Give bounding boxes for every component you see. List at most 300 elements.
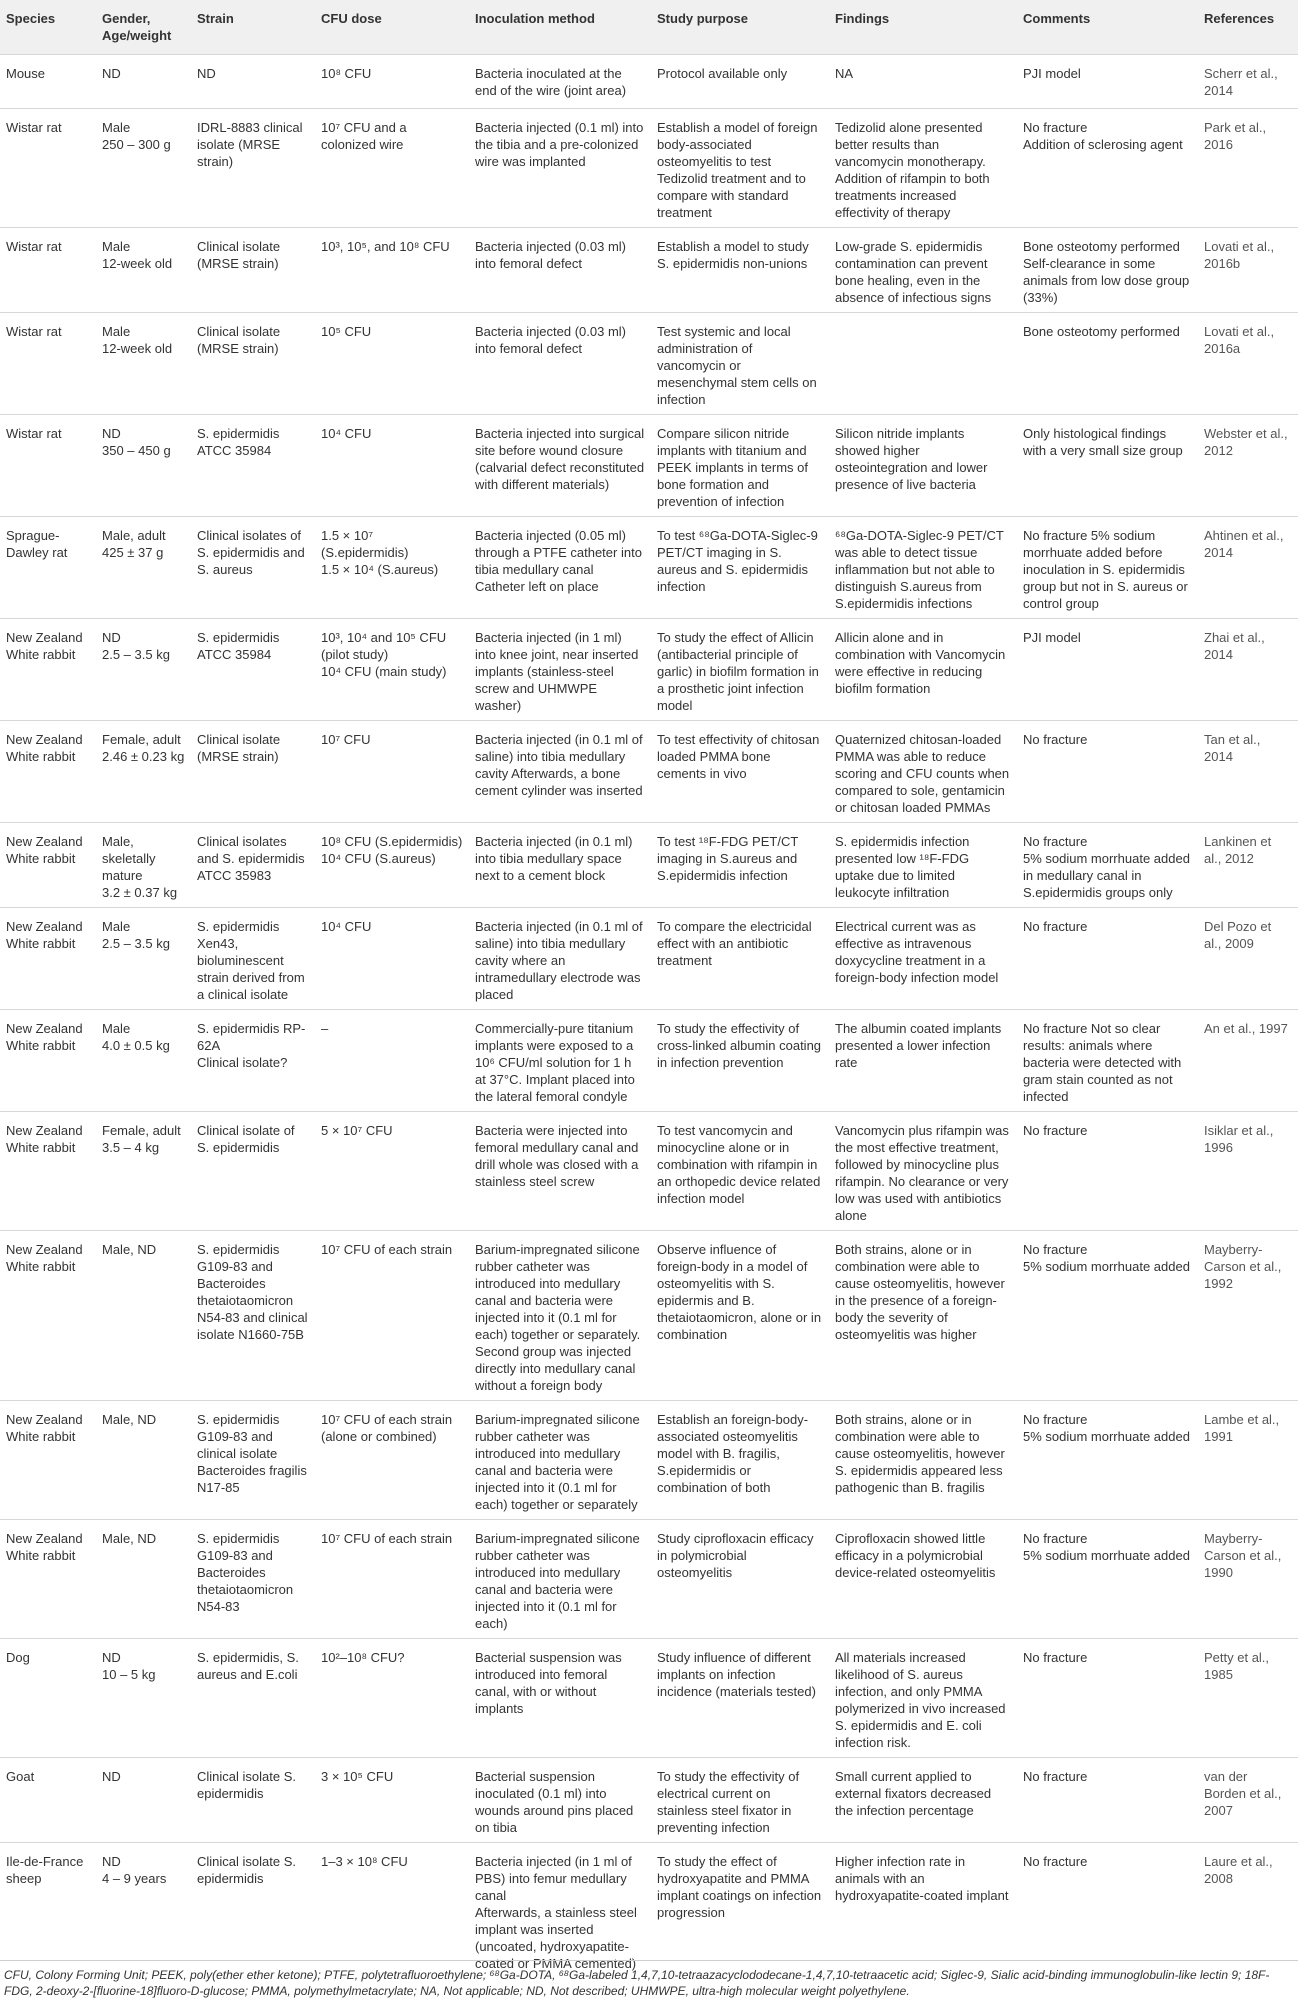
cell-text: Addition of sclerosing agent (1023, 137, 1183, 152)
table-cell (829, 228, 1017, 313)
cell-text: To test ⁶⁸Ga-DOTA-Siglec-9 PET/CT imaging in S. aureus and S. epidermidis infection (657, 528, 818, 594)
table-row (0, 1401, 1298, 1520)
table-cell (315, 1231, 469, 1401)
cell-text: 12-week old (102, 341, 173, 356)
cell-text: No fracture (1023, 732, 1088, 747)
cell-text: Male (102, 1021, 131, 1036)
table-cell (1017, 1758, 1198, 1843)
table-cell (1017, 1010, 1198, 1112)
cell-text: New Zealand White rabbit (6, 1412, 83, 1444)
cell-text: Barium-impregnated silicone rubber catheter was introduced into medullary canal and bacteria were injected into it (0.1 ml for each) together or separately (475, 1412, 640, 1512)
cell-text: Afterwards, a stainless steel implant was inserted (uncoated, hydroxyapatite-coated or PMMA cemented) (475, 1905, 637, 1971)
cell-text: Lambe et al., 1991 (1204, 1412, 1280, 1444)
table-cell (96, 109, 191, 228)
cell-text: Higher infection rate in animals with an hydroxyapatite-coated implant (835, 1854, 1009, 1903)
cell-text: 2.46 ± 0.23 kg (102, 749, 185, 764)
cell-text: ND (102, 66, 121, 81)
cell-text: Bone osteotomy performed (1023, 239, 1180, 254)
table-cell (469, 415, 651, 517)
table-cell (315, 1010, 469, 1112)
cell-text: Lovati et al., 2016b (1204, 239, 1275, 271)
table-cell (1017, 721, 1198, 823)
cell-text: 1–3 × 10⁸ CFU (321, 1854, 408, 1869)
cell-text: Electrical current was as effective as intravenous doxycycline treatment in a foreign-body infection model (835, 919, 999, 985)
table-cell (829, 1520, 1017, 1639)
table-cell (1198, 517, 1298, 619)
table-cell (1017, 1843, 1198, 1979)
table-cell (651, 109, 829, 228)
cell-text: Male, adult (102, 528, 166, 543)
table-cell (96, 823, 191, 908)
cell-text: Small current applied to external fixators decreased the infection percentage (835, 1769, 992, 1818)
cell-text: Study influence of different implants on infection incidence (materials tested) (657, 1650, 816, 1699)
table-cell (96, 1231, 191, 1401)
cell-text: 10⁷ CFU of each strain (321, 1531, 453, 1546)
cell-text: Bacteria injected (0.1 ml) into the tibia and a pre-colonized wire was implanted (475, 120, 644, 169)
table-cell (96, 619, 191, 721)
cell-text: Compare silicon nitride implants with titanium and PEEK implants in terms of bone formation and prevention of infection (657, 426, 808, 509)
cell-text: To study the effect of hydroxyapatite and PMMA implant coatings on infection progression (657, 1854, 822, 1920)
table-cell (1198, 1639, 1298, 1758)
cell-text: Bacteria inoculated at the end of the wire (joint area) (475, 66, 627, 98)
cell-text: 10 – 5 kg (102, 1667, 156, 1682)
table-cell (829, 517, 1017, 619)
table-cell (191, 1843, 315, 1979)
table-row (0, 517, 1298, 619)
table-cell (191, 415, 315, 517)
cell-text: S. epidermidis G109-83 and Bacteroides thetaiotaomicron N54-83 and clinical isolate N1660-75B (197, 1242, 308, 1342)
cell-text: Park et al., 2016 (1204, 120, 1267, 152)
cell-text: No fracture (1023, 1531, 1088, 1546)
cell-text: New Zealand White rabbit (6, 1531, 83, 1563)
table-cell (1017, 619, 1198, 721)
table-cell (1198, 313, 1298, 415)
cell-text: Allicin alone and in combination with Vancomycin were effective in reducing biofilm formation (835, 630, 1006, 696)
table-cell (829, 1112, 1017, 1231)
table-cell (829, 908, 1017, 1010)
cell-text: No fracture (1023, 1242, 1088, 1257)
table-cell (96, 1112, 191, 1231)
cell-text: S. epidermidis, S. aureus and E.coli (197, 1650, 299, 1682)
cell-text: Ciprofloxacin showed little efficacy in a polymicrobial device-related osteomyelitis (835, 1531, 996, 1580)
cell-text: 4.0 ± 0.5 kg (102, 1038, 170, 1053)
table-cell (315, 109, 469, 228)
cell-text: 10⁴ CFU (S.aureus) (321, 851, 436, 866)
table-row (0, 1639, 1298, 1758)
cell-text: New Zealand White rabbit (6, 1021, 83, 1053)
cell-text: – (321, 1021, 329, 1036)
table-cell (0, 1639, 96, 1758)
cell-text: No fracture (1023, 919, 1088, 934)
table-row (0, 823, 1298, 908)
cell-text: Protocol available only (657, 66, 788, 81)
cell-text: Bacteria injected (0.05 ml) through a PTFE catheter into tibia medullary canal Catheter left on place (475, 528, 642, 594)
table-cell (469, 1843, 651, 1979)
table-row (0, 1231, 1298, 1401)
cell-text: ND (102, 426, 121, 441)
table-cell (829, 721, 1017, 823)
table-cell (191, 109, 315, 228)
table-cell (651, 908, 829, 1010)
column-header: References (1198, 0, 1298, 55)
cell-text: Clinical isolate (MRSE strain) (197, 239, 281, 271)
table-cell (191, 1112, 315, 1231)
table-cell (829, 415, 1017, 517)
table-cell (315, 415, 469, 517)
cell-text: To test effectivity of chitosan loaded PMMA bone cements in vivo (657, 732, 820, 781)
cell-text: ND (102, 1650, 121, 1665)
cell-text: Silicon nitride implants showed higher osteointegration and lower presence of live bacteria (835, 426, 988, 492)
table-cell (1198, 1010, 1298, 1112)
cell-text: 10⁴ CFU (main study) (321, 664, 447, 679)
cell-text: 2.5 – 3.5 kg (102, 936, 170, 951)
table-cell (829, 1758, 1017, 1843)
table-cell (96, 1639, 191, 1758)
cell-text: 4 – 9 years (102, 1871, 167, 1886)
cell-text: Vancomycin plus rifampin was the most effective treatment, followed by minocycline plus rifampin. No clearance or very low was used with antibiotics alone (835, 1123, 1009, 1223)
cell-text: To test ¹⁸F-FDG PET/CT imaging in S.aureus and S.epidermidis infection (657, 834, 799, 883)
cell-text: Both strains, alone or in combination were able to cause osteomyelitis, however S. epidermidis appeared less pathogenic than B. fragilis (835, 1412, 1005, 1495)
cell-text: No fracture (1023, 1123, 1088, 1138)
table-cell (315, 313, 469, 415)
table-cell (469, 619, 651, 721)
cell-text: Wistar rat (6, 120, 62, 135)
cell-text: New Zealand White rabbit (6, 1123, 83, 1155)
table-row (0, 1520, 1298, 1639)
cell-text: 10³, 10⁴ and 10⁵ CFU (pilot study) (321, 630, 447, 662)
table-cell (315, 908, 469, 1010)
table-cell (469, 517, 651, 619)
cell-text: Both strains, alone or in combination were able to cause osteomyelitis, however in the presence of a foreign-body the severity of osteomyelitis was higher (835, 1242, 1005, 1342)
table-cell (0, 55, 96, 109)
cell-text: Male (102, 120, 131, 135)
cell-text: 10⁸ CFU (S.epidermidis) (321, 834, 463, 849)
column-header: CFU dose (315, 0, 469, 55)
cell-text: Wistar rat (6, 426, 62, 441)
table-cell (96, 1401, 191, 1520)
cell-text: PJI model (1023, 66, 1081, 81)
cell-text: S. epidermidis ATCC 35984 (197, 630, 280, 662)
cell-text: Clinical isolate of S. epidermidis (197, 1123, 295, 1155)
table-row (0, 1843, 1298, 1979)
cell-text: 3 × 10⁵ CFU (321, 1769, 394, 1784)
table-cell (651, 228, 829, 313)
cell-text: An et al., 1997 (1204, 1021, 1288, 1036)
cell-text: Scherr et al., 2014 (1204, 66, 1278, 98)
table-cell (1198, 619, 1298, 721)
cell-text: Petty et al., 1985 (1204, 1650, 1270, 1682)
table-cell (1017, 228, 1198, 313)
cell-text: New Zealand White rabbit (6, 834, 83, 866)
table-cell (315, 517, 469, 619)
cell-text: Clinical isolate (MRSE strain) (197, 732, 281, 764)
cell-text: 250 – 300 g (102, 137, 171, 152)
cell-text: 3.2 ± 0.37 kg (102, 885, 178, 900)
cell-text: ND (102, 1769, 121, 1784)
column-header: Comments (1017, 0, 1198, 55)
cell-text: Low-grade S. epidermidis contamination can prevent bone healing, even in the absence of infectious signs (835, 239, 992, 305)
cell-text: Establish a model to study S. epidermidis non-unions (657, 239, 809, 271)
table-cell (1198, 228, 1298, 313)
cell-text: Ahtinen et al., 2014 (1204, 528, 1284, 560)
cell-text: 5% sodium morrhuate added (1023, 1548, 1190, 1563)
cell-text: Female, adult (102, 1123, 181, 1138)
table-cell (96, 721, 191, 823)
table-cell (1017, 415, 1198, 517)
cell-text: S. epidermidis ATCC 35984 (197, 426, 280, 458)
cell-text: 5% sodium morrhuate added (1023, 1429, 1190, 1444)
table-cell (651, 55, 829, 109)
cell-text: Lankinen et al., 2012 (1204, 834, 1272, 866)
cell-text: 3.5 – 4 kg (102, 1140, 160, 1155)
table-cell (0, 908, 96, 1010)
table-cell (829, 619, 1017, 721)
table-row (0, 109, 1298, 228)
table-cell (191, 1758, 315, 1843)
table-cell (191, 721, 315, 823)
table-cell (651, 313, 829, 415)
table-cell (191, 1010, 315, 1112)
table-row (0, 1758, 1298, 1843)
cell-text: Clinical isolates and S. epidermidis ATCC 35983 (197, 834, 305, 883)
cell-text: No fracture Not so clear results: animals where bacteria were detected with gram stain counted as not infected (1023, 1021, 1182, 1104)
table-cell (191, 1639, 315, 1758)
cell-text: 5% sodium morrhuate added in medullary canal in S.epidermidis groups only (1023, 851, 1190, 900)
table-cell (829, 109, 1017, 228)
table-cell (469, 228, 651, 313)
cell-text: Clinical isolate S. epidermidis (197, 1854, 296, 1886)
table-cell (829, 1401, 1017, 1520)
table-row (0, 1010, 1298, 1112)
cell-text: To study the effect of Allicin (antibacterial principle of garlic) in biofilm formation in a prosthetic joint infection model (657, 630, 819, 713)
table-cell (469, 1010, 651, 1112)
cell-text: S. epidermidis G109-83 and clinical isolate Bacteroides fragilis N17-85 (197, 1412, 307, 1495)
cell-text: PJI model (1023, 630, 1081, 645)
cell-text: Barium-impregnated silicone rubber catheter was introduced into medullary canal and bacteria were injected into it (0.1 ml for each) together or separately. Second group was injected directly into medullary canal without a foreign body (475, 1242, 641, 1393)
table-cell (829, 1639, 1017, 1758)
cell-text: No fracture (1023, 1854, 1088, 1869)
cell-text: S. epidermidis Xen43, bioluminescent strain derived from a clinical isolate (197, 919, 305, 1002)
table-footnote: CFU, Colony Forming Unit; PEEK, poly(ether ether ketone); PTFE, polytetrafluoroethylene; ⁶⁸Ga-DOTA, ⁶⁸Ga-labeled 1,4,7,10-tetraazacyclododecane-1,4,7,10-tetraacetic acid; Siglec-9, Sialic acid-binding immunoglobulin-like lectin 9; 18F-FDG, 2-deoxy-2-[fluorine-18]fluoro-D-glucose; PMMA, polymethylmetacrylate; NA, Not applicable; ND, Not described; UHMWPE, ultra-high molecular weight polyethylene. (0, 1960, 1298, 1999)
table-cell (829, 1843, 1017, 1979)
table-cell (191, 619, 315, 721)
cell-text: Goat (6, 1769, 35, 1784)
cell-text: Only histological findings with a very small size group (1023, 426, 1183, 458)
table-cell (469, 1231, 651, 1401)
table-cell (469, 109, 651, 228)
cell-text: 1.5 × 10⁷ (S.epidermidis) (321, 528, 409, 560)
table-row (0, 1112, 1298, 1231)
table-cell (1017, 823, 1198, 908)
cell-text: Webster et al., 2012 (1204, 426, 1288, 458)
table-cell (0, 823, 96, 908)
cell-text: NA (835, 66, 854, 81)
table-cell (1198, 1231, 1298, 1401)
table-cell (1198, 55, 1298, 109)
table-cell (829, 313, 1017, 415)
table-cell (315, 1758, 469, 1843)
table-cell (0, 721, 96, 823)
table-cell (651, 517, 829, 619)
table-row (0, 228, 1298, 313)
table-cell (469, 1758, 651, 1843)
cell-text: To compare the electricidal effect with an antibiotic treatment (657, 919, 812, 968)
table-cell (1198, 721, 1298, 823)
cell-text: Male (102, 919, 131, 934)
cell-text: Zhai et al., 2014 (1204, 630, 1265, 662)
table-cell (469, 1401, 651, 1520)
cell-text: 1.5 × 10⁴ (S.aureus) (321, 562, 439, 577)
cell-text: IDRL-8883 clinical isolate (MRSE strain) (197, 120, 303, 169)
cell-text: Female, adult (102, 732, 181, 747)
table-cell (651, 619, 829, 721)
table-cell (1017, 1231, 1198, 1401)
table-cell (315, 1112, 469, 1231)
cell-text: Bacterial suspension inoculated (0.1 ml) into wounds around pins placed on tibia (475, 1769, 634, 1835)
cell-text: Male, ND (102, 1242, 157, 1257)
table-cell (469, 721, 651, 823)
table-cell (0, 228, 96, 313)
table-cell (1017, 55, 1198, 109)
cell-text: Lovati et al., 2016a (1204, 324, 1275, 356)
table-cell (1198, 1843, 1298, 1979)
cell-text: Male, skeletally mature (102, 834, 156, 883)
table-cell (315, 1520, 469, 1639)
cell-text: Bacteria were injected into femoral medullary canal and drill whole was closed with a stainless steel screw (475, 1123, 639, 1189)
cell-text: No fracture (1023, 834, 1088, 849)
cell-text: No fracture 5% sodium morrhuate added before inoculation in S. epidermidis group but not in S. aureus or control group (1023, 528, 1188, 611)
column-header: Strain (191, 0, 315, 55)
table-cell (191, 823, 315, 908)
table-row (0, 619, 1298, 721)
table-cell (829, 1231, 1017, 1401)
table-cell (315, 1401, 469, 1520)
table-cell (1198, 908, 1298, 1010)
table-cell (315, 55, 469, 109)
column-header: Gender, Age/weight (96, 0, 191, 55)
table-cell (1198, 109, 1298, 228)
table-cell (0, 415, 96, 517)
table-cell (1017, 1520, 1198, 1639)
cell-text: Bacteria injected into surgical site before wound closure (calvarial defect reconstituted with different materials) (475, 426, 645, 492)
cell-text: Self-clearance in some animals from low dose group (33%) (1023, 256, 1190, 305)
table-cell (469, 1639, 651, 1758)
table-header (0, 0, 1298, 55)
cell-text: Bacteria injected (0.03 ml) into femoral defect (475, 324, 627, 356)
cell-text: Quaternized chitosan-loaded PMMA was able to reduce scoring and CFU counts when compared to sole, gentamicin or chitosan loaded PMMAs (835, 732, 1010, 815)
cell-text: New Zealand White rabbit (6, 732, 83, 764)
cell-text: Bacterial suspension was introduced into femoral canal, with or without implants (475, 1650, 622, 1716)
cell-text: Bone osteotomy performed (1023, 324, 1180, 339)
cell-text: All materials increased likelihood of S. aureus infection, and only PMMA polymerized in vivo increased S. epidermidis and E. coli infection risk. (835, 1650, 1006, 1750)
table-cell (1017, 908, 1198, 1010)
cell-text: Male, ND (102, 1412, 157, 1427)
cell-text: 10⁸ CFU (321, 66, 372, 81)
table-cell (191, 1231, 315, 1401)
cell-text: Wistar rat (6, 324, 62, 339)
table-cell (829, 823, 1017, 908)
table-cell (191, 1401, 315, 1520)
table-cell (651, 1520, 829, 1639)
table-cell (0, 1112, 96, 1231)
table-cell (829, 55, 1017, 109)
table-cell (651, 1639, 829, 1758)
table-cell (96, 1843, 191, 1979)
table-cell (191, 55, 315, 109)
table-cell (651, 415, 829, 517)
column-header: Species (0, 0, 96, 55)
table-cell (1198, 1401, 1298, 1520)
table-cell (96, 1010, 191, 1112)
cell-text: To test vancomycin and minocycline alone or in combination with rifampin in an orthopedic device related infection model (657, 1123, 821, 1206)
cell-text: Bacteria injected (0.03 ml) into femoral defect (475, 239, 627, 271)
cell-text: Laure et al., 2008 (1204, 1854, 1273, 1886)
cell-text: ND (102, 1854, 121, 1869)
cell-text: Del Pozo et al., 2009 (1204, 919, 1272, 951)
cell-text: 10⁴ CFU (321, 426, 372, 441)
table-cell (651, 1231, 829, 1401)
cell-text: ND (197, 66, 216, 81)
table-cell (1017, 313, 1198, 415)
table-cell (0, 1520, 96, 1639)
table-cell (469, 1112, 651, 1231)
table-cell (96, 1520, 191, 1639)
cell-text: New Zealand White rabbit (6, 919, 83, 951)
table-cell (96, 228, 191, 313)
cell-text: 10⁷ CFU and a colonized wire (321, 120, 407, 152)
table-cell (1017, 1401, 1198, 1520)
table-cell (96, 55, 191, 109)
cell-text: To study the effectivity of cross-linked albumin coating in infection prevention (657, 1021, 822, 1070)
cell-text: S. epidermidis infection presented low ¹⁸F-FDG uptake due to limited leukocyte infiltration (835, 834, 970, 900)
cell-text: Study ciprofloxacin efficacy in polymicrobial osteomyelitis (657, 1531, 814, 1580)
column-header: Findings (829, 0, 1017, 55)
cell-text: Observe influence of foreign-body in a model of osteomyelitis with S. epidermis and B. thetaiotaomicron, alone or in combination (657, 1242, 822, 1342)
cell-text: S. epidermidis RP-62A (197, 1021, 306, 1053)
table-cell (315, 1843, 469, 1979)
table-cell (1017, 1112, 1198, 1231)
table-cell (651, 823, 829, 908)
cell-text: Mouse (6, 66, 46, 81)
table-cell (1017, 1639, 1198, 1758)
cell-text: No fracture (1023, 1650, 1088, 1665)
cell-text: Dog (6, 1650, 30, 1665)
cell-text: Clinical isolate? (197, 1055, 288, 1070)
table-cell (829, 1010, 1017, 1112)
cell-text: Establish an foreign-body-associated osteomyelitis model with B. fragilis, S.epidermidis or combination of both (657, 1412, 809, 1495)
table-cell (651, 1758, 829, 1843)
table-cell (469, 1520, 651, 1639)
table-cell (315, 1639, 469, 1758)
cell-text: No fracture (1023, 1412, 1088, 1427)
table-cell (0, 1843, 96, 1979)
cell-text: Bacteria injected (in 0.1 ml of saline) into tibia medullary cavity where an intramedullary electrode was placed (475, 919, 643, 1002)
cell-text: 10²–10⁸ CFU? (321, 1650, 405, 1665)
cell-text: Barium-impregnated silicone rubber catheter was introduced into medullary canal and bacteria were injected into it (0.1 ml for each) (475, 1531, 640, 1631)
table-cell (651, 1010, 829, 1112)
table-cell (96, 908, 191, 1010)
table-cell (0, 619, 96, 721)
table-cell (315, 228, 469, 313)
table-cell (96, 415, 191, 517)
cell-text: The albumin coated implants presented a lower infection rate (835, 1021, 1002, 1070)
cell-text: Male, ND (102, 1531, 157, 1546)
table-cell (651, 721, 829, 823)
cell-text: Tan et al., 2014 (1204, 732, 1261, 764)
table-cell (315, 721, 469, 823)
cell-text: Male (102, 324, 131, 339)
table-cell (0, 1010, 96, 1112)
